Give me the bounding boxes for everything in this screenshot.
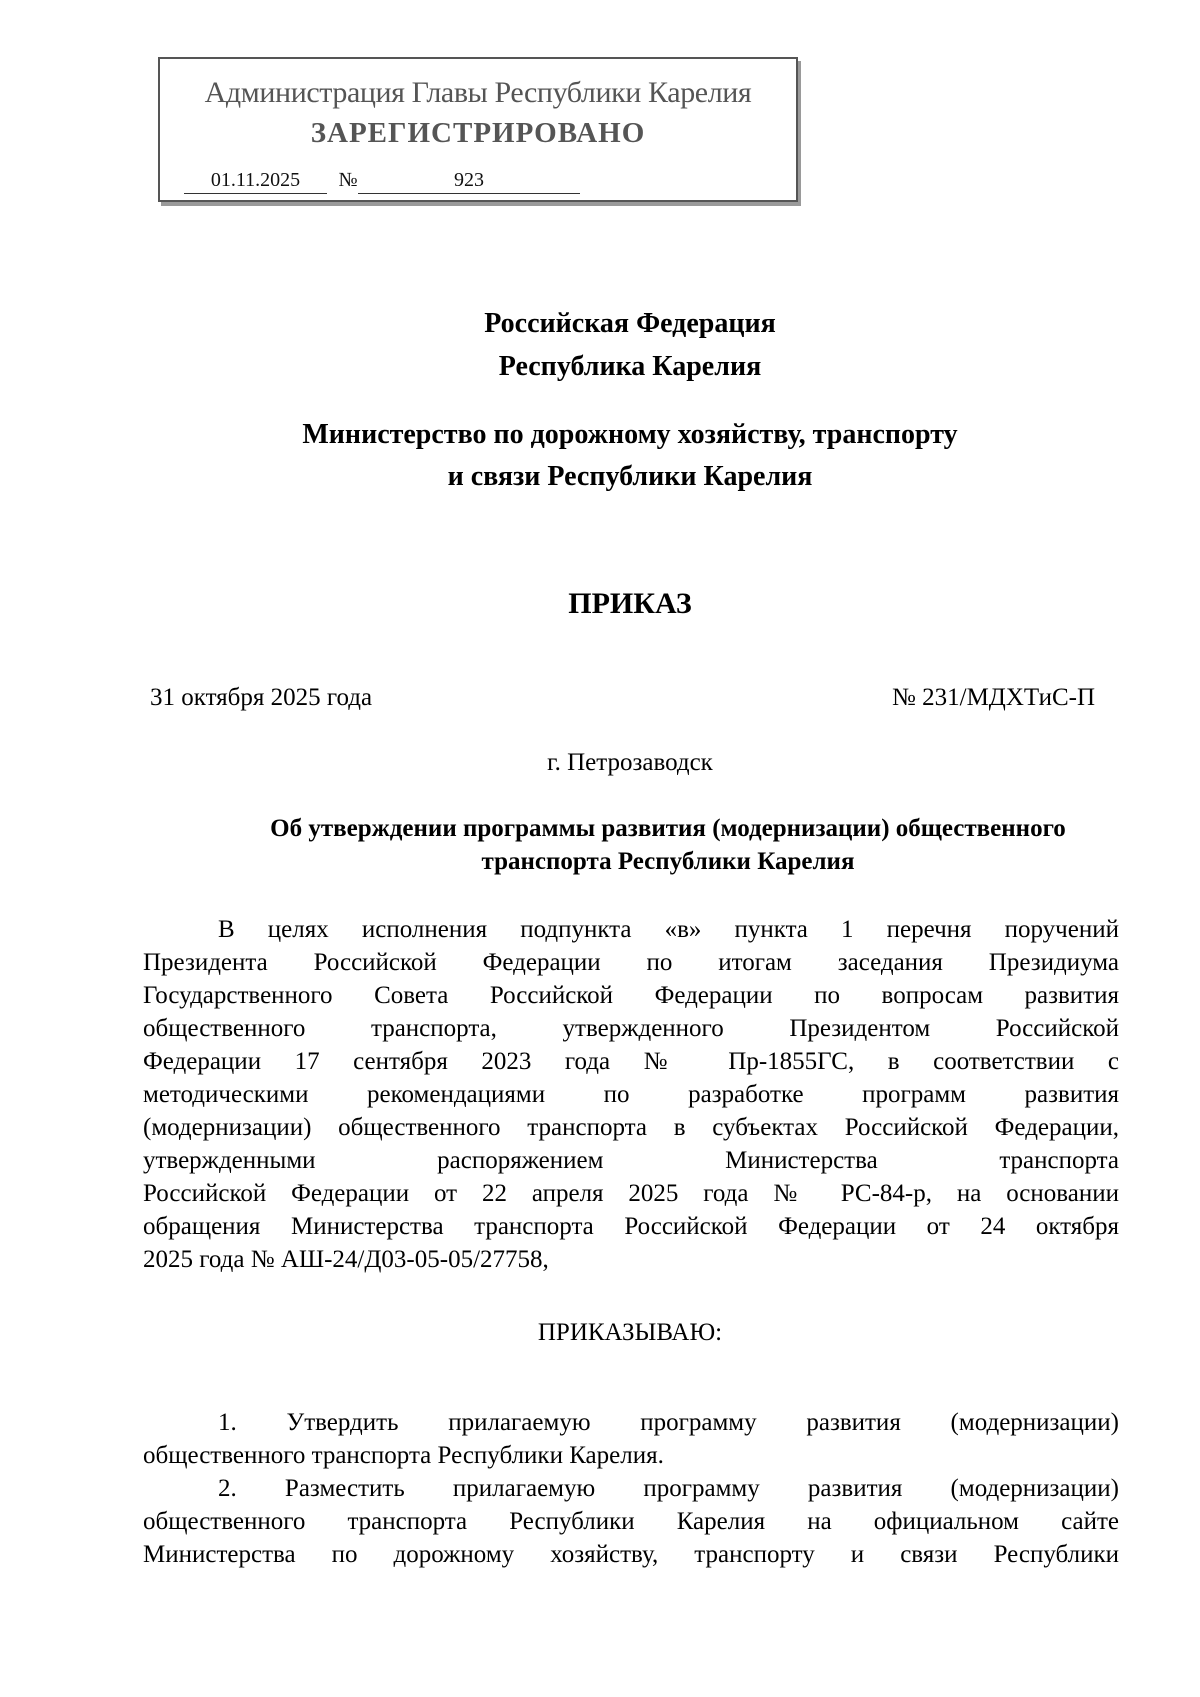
preamble-line: утвержденными распоряжением Министерства транспорта [143, 1147, 1119, 1174]
order-date: 31 октября 2025 года [150, 684, 373, 711]
preamble-line: Президента Российской Федерации по итогам заседания Президиума [143, 949, 1119, 976]
item-1-line1: 1. Утвердить прилагаемую программу развития (модернизации) [218, 1409, 1119, 1436]
order-word: ПРИКАЗЫВАЮ: [537, 1319, 723, 1346]
header-ministry-line2: и связи Республики Карелия [447, 461, 813, 492]
subject-line2: транспорта Республики Карелия [481, 848, 855, 875]
order-city: г. Петрозаводск [547, 749, 713, 776]
item-1-line2: общественного транспорта Республики Карелия. [143, 1442, 664, 1469]
header-republic: Республика Карелия [498, 351, 762, 382]
preamble-line: 2025 года № АШ-24/Д03-05-05/27758, [143, 1246, 549, 1273]
document-type: ПРИКАЗ [568, 587, 692, 620]
item-2-line3: Министерства по дорожному хозяйству, транспорту и связи Республики [143, 1541, 1119, 1568]
header-federation: Российская Федерация [484, 308, 776, 339]
preamble-line: методическими рекомендациями по разработке программ развития [143, 1081, 1119, 1108]
stamp-date: 01.11.2025 [184, 167, 327, 194]
preamble-line: (модернизации) общественного транспорта в субъектах Российской Федерации, [143, 1114, 1119, 1141]
header-ministry-line1: Министерство по дорожному хозяйству, транспорту [302, 419, 958, 450]
stamp-number-label: № [338, 169, 358, 191]
order-number: № 231/МДХТиС-П [892, 684, 1095, 711]
preamble-line: Российской Федерации от 22 апреля 2025 года № РС-84-р, на основании [143, 1180, 1119, 1207]
item-2-line2: общественного транспорта Республики Карелия на официальном сайте [143, 1508, 1119, 1535]
preamble-line: Федерации 17 сентября 2023 года № Пр-1855ГС, в соответствии с [143, 1048, 1119, 1075]
preamble-line: общественного транспорта, утвержденного Президентом Российской [143, 1015, 1119, 1042]
stamp-registered: ЗАРЕГИСТРИРОВАНО [310, 117, 646, 149]
registration-stamp [158, 57, 798, 202]
preamble-line: В целях исполнения подпункта «в» пункта 1 перечня поручений [218, 916, 1119, 943]
item-2-line1: 2. Разместить прилагаемую программу развития (модернизации) [218, 1475, 1119, 1502]
stamp-number: 923 [358, 167, 580, 194]
subject-line1: Об утверждении программы развития (модернизации) общественного [270, 815, 1066, 842]
stamp-administration: Администрация Главы Республики Карелия [204, 76, 752, 109]
preamble-line: обращения Министерства транспорта Российской Федерации от 24 октября [143, 1213, 1119, 1240]
preamble-line: Государственного Совета Российской Федерации по вопросам развития [143, 982, 1119, 1009]
